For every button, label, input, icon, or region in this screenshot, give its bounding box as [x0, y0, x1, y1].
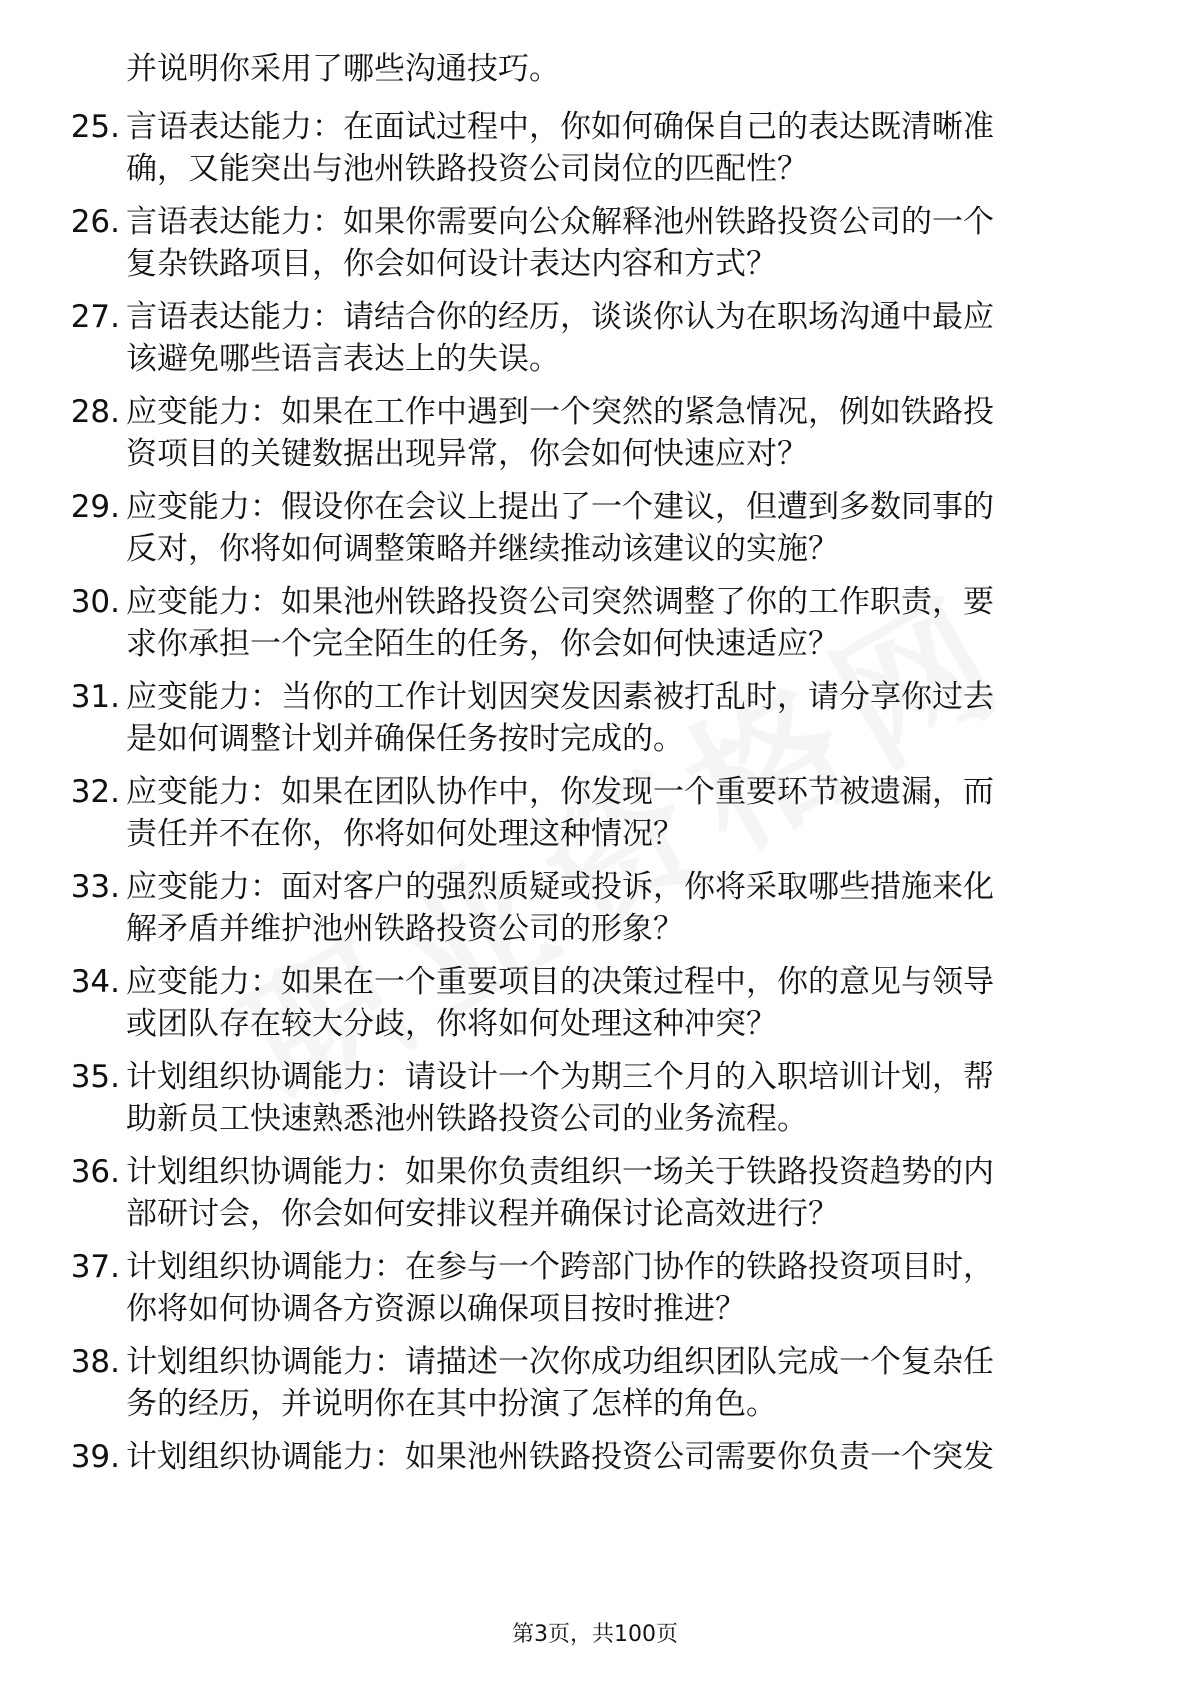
- question-text-line: 确，又能突出与池州铁路投资公司岗位的匹配性？: [126, 151, 808, 187]
- question-text-line: 应变能力：如果在一个重要项目的决策过程中，你的意见与领导: [126, 964, 994, 1000]
- question-text-line: 反对，你将如何调整策略并继续推动该建议的实施？: [126, 531, 839, 567]
- question-text-line: 资项目的关键数据出现异常，你会如何快速应对？: [126, 436, 808, 472]
- page-footer: 第3页，共100页: [512, 1622, 678, 1647]
- question-text-line: 应变能力：当你的工作计划因突发因素被打乱时，请分享你过去: [126, 679, 994, 715]
- question-number: 36.: [70, 1154, 120, 1190]
- question-text-line: 言语表达能力：请结合你的经历，谈谈你认为在职场沟通中最应: [126, 299, 994, 335]
- question-number: 32.: [70, 774, 120, 810]
- question-text-line: 是如何调整计划并确保任务按时完成的。: [126, 721, 684, 757]
- question-text-line: 求你承担一个完全陌生的任务，你会如何快速适应？: [126, 626, 839, 662]
- question-text-line: 复杂铁路项目，你会如何设计表达内容和方式？: [126, 246, 777, 282]
- question-text-line: 你将如何协调各方资源以确保项目按时推进？: [126, 1291, 746, 1327]
- question-number: 29.: [70, 489, 120, 525]
- question-text-line: 应变能力：如果在工作中遇到一个突然的紧急情况，例如铁路投: [126, 394, 994, 430]
- question-number: 26.: [70, 204, 120, 240]
- question-text-line: 言语表达能力：在面试过程中，你如何确保自己的表达既清晰准: [126, 109, 994, 145]
- question-text-line: 言语表达能力：如果你需要向公众解释池州铁路投资公司的一个: [126, 204, 994, 240]
- question-text-line: 或团队存在较大分歧，你将如何处理这种冲突？: [126, 1006, 777, 1042]
- question-text-line: 计划组织协调能力：如果你负责组织一场关于铁路投资趋势的内: [126, 1154, 994, 1190]
- question-number: 38.: [70, 1344, 120, 1380]
- question-text-line: 助新员工快速熟悉池州铁路投资公司的业务流程。: [126, 1101, 808, 1137]
- question-text-line: 应变能力：面对客户的强烈质疑或投诉，你将采取哪些措施来化: [126, 869, 994, 905]
- question-number: 28.: [70, 394, 120, 430]
- question-text-line: 该避免哪些语言表达上的失误。: [126, 341, 560, 377]
- question-text-line: 应变能力：假设你在会议上提出了一个建议，但遭到多数同事的: [126, 489, 994, 525]
- question-text-line: 计划组织协调能力：请描述一次你成功组织团队完成一个复杂任: [126, 1344, 994, 1380]
- question-number: 31.: [70, 679, 120, 715]
- continued-line: 并说明你采用了哪些沟通技巧。: [126, 51, 560, 87]
- question-text-line: 务的经历，并说明你在其中扮演了怎样的角色。: [126, 1386, 777, 1422]
- question-text-line: 部研讨会，你会如何安排议程并确保讨论高效进行？: [126, 1196, 839, 1232]
- question-text-line: 计划组织协调能力：如果池州铁路投资公司需要你负责一个突发: [126, 1439, 994, 1475]
- question-text-line: 应变能力：如果池州铁路投资公司突然调整了你的工作职责，要: [126, 584, 994, 620]
- question-number: 25.: [70, 109, 120, 145]
- question-number: 35.: [70, 1059, 120, 1095]
- question-number: 39.: [70, 1439, 120, 1475]
- question-number: 27.: [70, 299, 120, 335]
- question-number: 30.: [70, 584, 120, 620]
- question-text-line: 应变能力：如果在团队协作中，你发现一个重要环节被遗漏，而: [126, 774, 994, 810]
- question-number: 33.: [70, 869, 120, 905]
- question-text-line: 解矛盾并维护池州铁路投资公司的形象？: [126, 911, 684, 947]
- question-text-line: 计划组织协调能力：请设计一个为期三个月的入职培训计划，帮: [126, 1059, 994, 1095]
- question-number: 37.: [70, 1249, 120, 1285]
- question-text-line: 计划组织协调能力：在参与一个跨部门协作的铁路投资项目时，: [126, 1249, 994, 1285]
- question-number: 34.: [70, 964, 120, 1000]
- question-text-line: 责任并不在你，你将如何处理这种情况？: [126, 816, 684, 852]
